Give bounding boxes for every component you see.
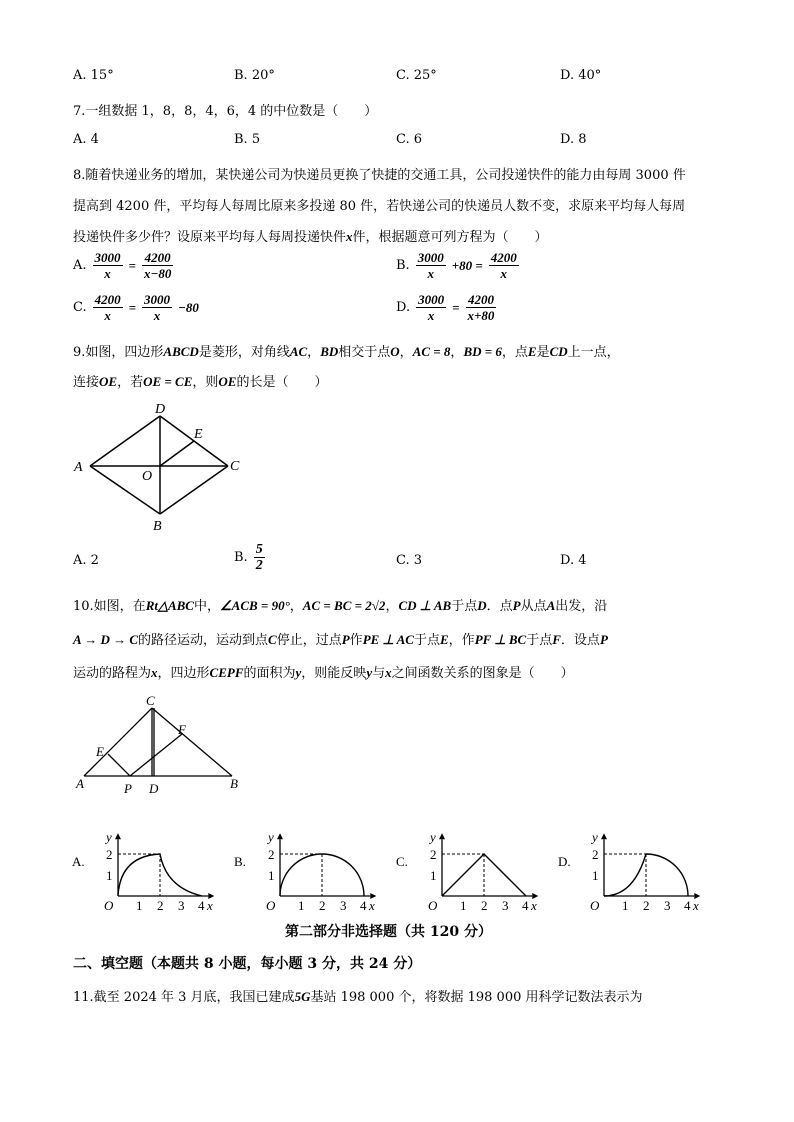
option-label: A. [73,258,87,273]
function-graph [234,808,384,912]
x-axis-label: x [693,898,699,912]
q10-text: 停止，过点 [276,633,342,648]
x-tick-4: 4 [360,898,367,912]
segment-oe [160,441,194,466]
function-graph [558,808,708,912]
label-a: A [74,460,83,475]
q10-text: 运动的路程为 [73,666,152,681]
q9-math: BD [320,344,339,359]
q10-math: P [341,632,350,647]
numerator: 3000 [144,292,171,307]
denominator: x+80 [467,308,495,323]
fraction [416,250,446,281]
q10-math: PF ⊥ BC [474,632,527,647]
q9-text: 是 [536,345,550,360]
numerator: 4200 [142,250,173,266]
y-tick-2: 2 [430,847,437,862]
q6-option-b[interactable]: B. 20° [234,68,275,83]
option-label: D. [396,300,411,315]
origin-label: O [590,898,600,912]
q10-text: ， [385,599,399,614]
side-cb [152,708,232,776]
q10-math: CD ⊥ AB [398,598,452,613]
q9-text: ，点 [501,345,528,360]
numerator: 5 [255,542,263,557]
q10-math: F [552,632,561,647]
q9-math: E [527,344,537,359]
q7-option-c[interactable]: C. 6 [396,132,423,147]
option-label: B. [234,854,246,869]
x-tick-4: 4 [522,898,529,912]
equals: = [452,299,460,315]
origin-label: O [428,898,438,912]
function-graph [72,808,222,912]
denominator: x [427,266,434,281]
q10-stem-line3 [73,662,574,681]
numerator: 3000 [418,292,445,307]
x-tick-3: 3 [502,898,509,912]
label-c: C [146,693,155,708]
option-label: A. [72,854,85,869]
q8-stem-line1: 8.随着快递业务的增加，某快递公司为快递员更换了快捷的交通工具，公司投递快件的能力由每周 3000 件 [73,168,686,183]
q10-text: 与 [372,666,386,681]
q10-text: ，四边形 [157,666,210,681]
denominator: 2 [255,558,263,573]
q10-stem-line1 [73,595,607,614]
fraction [466,292,497,323]
q10-math: AC = BC = 2√2 [302,598,386,613]
origin-label: O [104,898,114,912]
q9-text: 相交于点 [338,345,391,360]
option-label: B. [234,550,248,565]
q9-text: 上一点， [567,345,620,360]
q7-option-d[interactable]: D. 8 [560,132,587,147]
option-label: B. [396,258,410,273]
denominator: x−80 [143,266,172,281]
fraction [142,292,172,323]
q10-math: PE ⊥ AC [362,632,414,647]
q9-text: 9.如图，四边形 [73,345,164,360]
x-tick-1: 1 [460,898,467,912]
y-tick-1: 1 [268,868,275,883]
q10-text: ．设点 [560,633,600,648]
q10-text: 从点 [520,599,547,614]
q8-text: 件，根据题意可列方程为（ ） [352,230,548,245]
label-a: A [76,776,84,791]
x-tick-2: 2 [319,898,326,912]
q8-option-b[interactable] [396,250,521,281]
y-axis-label: y [268,829,274,845]
denominator: x [104,308,111,323]
origin-label: O [266,898,276,912]
q11-stem [73,986,643,1005]
option-label: C. [396,854,408,869]
numerator: 3000 [94,250,121,265]
q10-text: ，则能反映 [301,666,367,681]
q10-text: 出发，沿 [555,599,608,614]
q8-option-c[interactable] [73,292,199,323]
q10-text: ，作 [448,633,475,648]
x-tick-2: 2 [481,898,488,912]
y-tick-2: 2 [592,847,599,862]
side-cb [160,466,228,514]
q9-text: 的长是（ ） [236,375,328,390]
q10-option-d[interactable] [558,808,708,916]
x-tick-2: 2 [157,898,164,912]
label-d: D [155,402,166,417]
q9-math: OE = CE [143,374,193,389]
option-label: D. [558,854,571,869]
q10-text: 10.如图，在 [73,599,146,614]
fraction [489,250,519,281]
label-d: D [149,781,159,796]
q10-math: y [295,665,302,680]
q11-5g: 5G [294,989,311,1004]
q10-text: ， [289,599,303,614]
denominator: x [104,266,111,281]
q6-option-a[interactable]: A. 15° [73,68,114,83]
label-b: B [153,519,162,534]
q9-stem-line2 [73,371,328,390]
q11-text: 11.截至 2024 年 3 月底，我国已建成 [73,990,295,1005]
q10-text: 于点 [526,633,553,648]
q8-text: 投递快件多少件？设原来平均每人每周投递快件 [73,230,347,245]
q7-option-b[interactable]: B. 5 [234,132,261,147]
q9-text: ， [399,345,413,360]
fraction [254,542,265,573]
q10-option-b[interactable] [234,808,384,916]
q10-stem-line2 [73,629,608,648]
q10-triangle-figure [70,692,250,796]
q9-math: AC = 8 [412,344,451,359]
q10-math: C [268,632,277,647]
function-graph [396,808,546,912]
q9-stem-line1 [73,341,620,360]
section2-title: 二、填空题（本题共 8 小题，每小题 3 分，共 24 分） [73,956,422,972]
q10-text: 中， [193,599,220,614]
x-tick-2: 2 [643,898,650,912]
numerator: 4200 [94,292,121,307]
q9-option-b[interactable] [234,542,267,573]
option-label: C. [73,300,87,315]
denominator: x [427,308,435,323]
q9-text: 是菱形，对角线 [198,345,290,360]
q8-stem-line2: 提高到 4200 件，平均每人每周比原来多投递 80 件，若快递公司的快递员人数不变，求原来平均每人每周 [73,199,686,214]
x-axis-label: x [207,898,213,912]
y-tick-1: 1 [430,868,437,883]
y-axis-label: y [106,829,112,845]
q10-text: 作 [349,633,363,648]
fraction [93,250,123,281]
fraction [416,292,446,323]
x-tick-4: 4 [198,898,205,912]
fraction [93,292,123,323]
q9-option-a[interactable]: A. 2 [73,553,99,568]
x-axis-label: x [531,898,537,912]
q8-stem-line3 [73,226,548,245]
denominator: x [153,308,161,323]
q10-math: A [546,598,556,613]
x-tick-3: 3 [664,898,671,912]
q10-text: 的路径运动，运动到点 [138,633,269,648]
q10-math: ∠ACB = 90° [220,598,290,613]
q10-math: x [385,665,392,680]
q6-option-c[interactable]: C. 25° [396,68,437,83]
y-axis-arrow [439,833,445,839]
q6-option-d[interactable]: D. 40° [560,68,602,83]
label-f: F [178,722,186,737]
q10-math: A → D → C [73,632,139,647]
segment-pe [108,754,130,776]
x-axis-label: x [369,898,375,912]
q10-text: 之间函数关系的图象是（ ） [391,666,574,681]
q9-text: ， [450,345,464,360]
label-e: E [96,744,104,759]
y-axis-arrow [277,833,283,839]
plus-80-equals: +80 = [451,257,483,273]
y-axis-label: y [430,829,436,845]
part2-title: 第二部分非选择题（共 120 分） [285,924,492,940]
y-tick-1: 1 [592,868,599,883]
fraction [142,250,173,281]
q9-option-d[interactable]: D. 4 [560,553,587,568]
x-tick-1: 1 [622,898,629,912]
y-tick-2: 2 [268,847,275,862]
x-tick-3: 3 [178,898,185,912]
q9-math: CD [549,344,568,359]
q10-text: 于点 [451,599,478,614]
q11-text: 基站 198 000 个，将数据 198 000 用科学记数法表示为 [310,990,643,1005]
q10-math: x [151,665,158,680]
numerator: 4200 [490,250,517,265]
q7-option-a[interactable]: A. 4 [73,132,99,147]
q8-option-d[interactable] [396,292,498,323]
q9-text: ，若 [117,375,144,390]
q9-math: OE [218,374,237,389]
label-e: E [194,427,203,442]
q9-math: OE [99,374,118,389]
q9-math: ABCD [163,344,199,359]
label-b: B [230,776,238,791]
label-o: O [142,469,153,484]
side-ad [90,416,160,466]
numerator: 4200 [466,292,497,308]
y-axis-arrow [115,833,121,839]
label-c: C [230,459,240,474]
q8-option-a[interactable] [73,250,175,281]
numerator: 3000 [417,250,444,265]
q10-option-c[interactable] [396,808,546,916]
q10-math: CEPF [209,665,244,680]
q9-text: ，则 [192,375,219,390]
q10-text: 的面积为 [243,666,296,681]
x-tick-1: 1 [298,898,305,912]
equals: = [128,299,137,315]
q9-text: ， [307,345,321,360]
minus-80: −80 [178,299,199,315]
x-tick-1: 1 [136,898,143,912]
q10-math: Rt△ABC [145,598,194,613]
q7-stem: 7.一组数据 1，8，8，4，6，4 的中位数是（ ） [73,104,378,119]
q10-math: P [599,632,608,647]
segment-pf [130,734,182,776]
q9-option-c[interactable]: C. 3 [396,553,423,568]
q10-math: D [477,598,487,613]
y-axis-arrow [601,833,607,839]
q10-option-a[interactable] [72,808,222,916]
q9-rhombus-figure [70,398,250,538]
q10-text: 于点 [413,633,440,648]
x-tick-4: 4 [684,898,691,912]
x-tick-3: 3 [340,898,347,912]
y-axis-label: y [592,829,598,845]
q9-math: O [390,344,400,359]
equals: = [128,257,136,273]
label-p: P [124,781,132,796]
q10-math: P [512,598,521,613]
q10-math: E [440,632,449,647]
y-tick-1: 1 [106,868,113,883]
q9-math: BD = 6 [463,344,502,359]
y-tick-2: 2 [106,847,113,862]
q10-text: ．点 [486,599,513,614]
q8-var-x: x [346,229,353,244]
denominator: x [500,266,508,281]
q10-math: y [366,665,373,680]
q9-math: AC [289,344,308,359]
q9-text: 连接 [73,375,100,390]
